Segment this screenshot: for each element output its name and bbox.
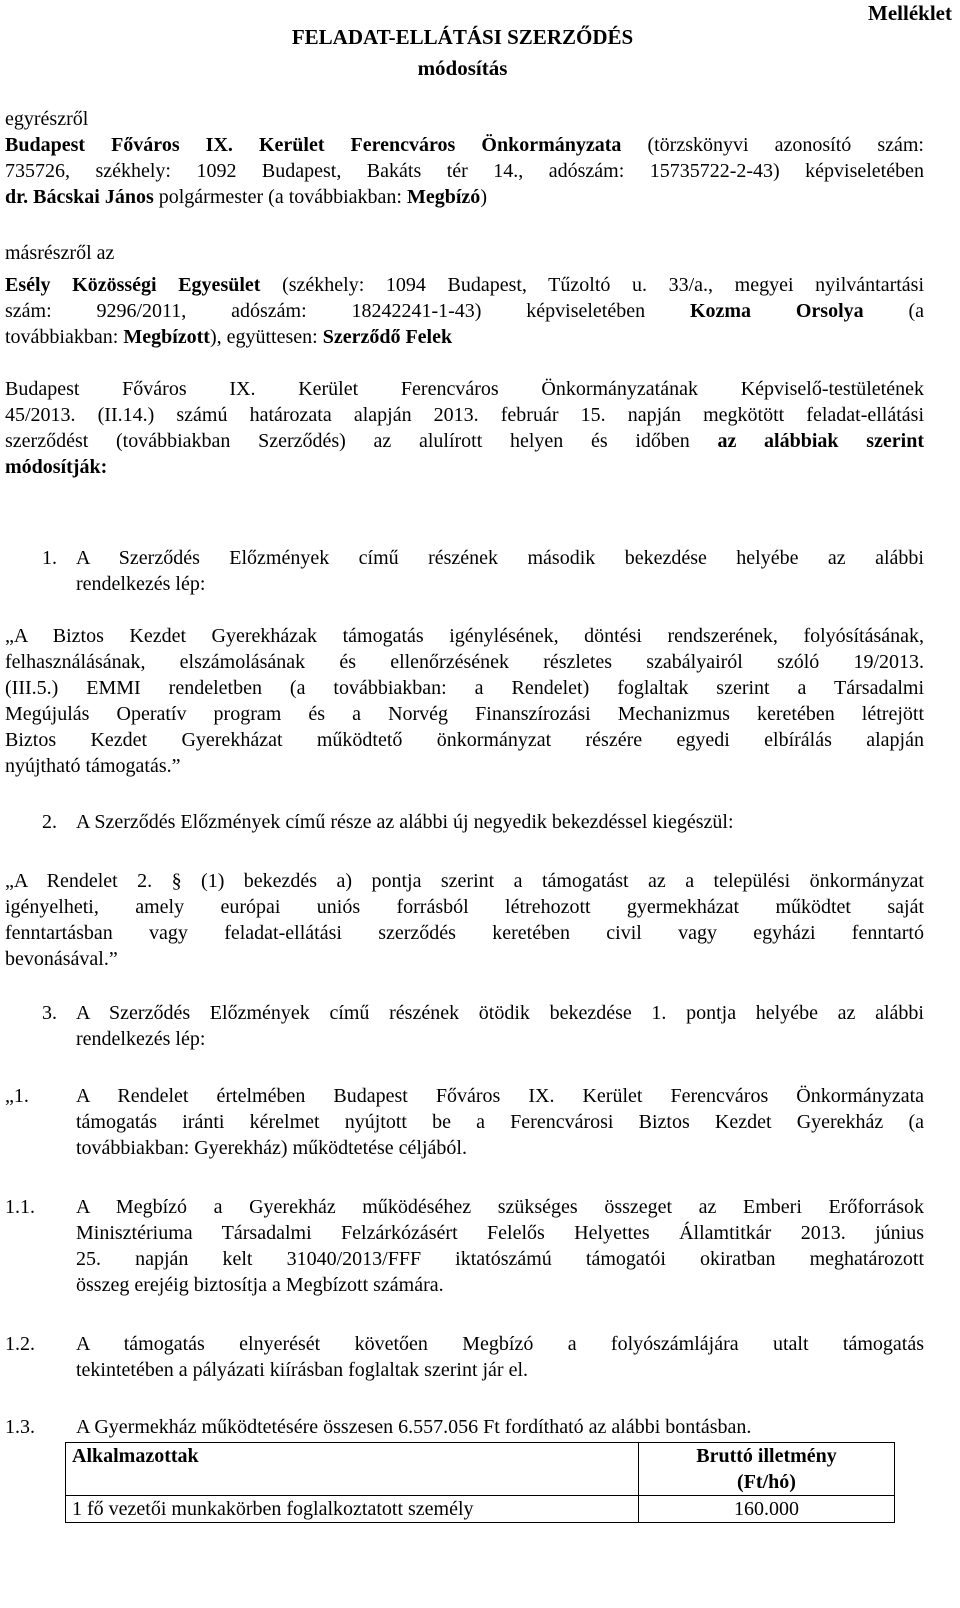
table-header-employees: Alkalmazottak bbox=[66, 1443, 639, 1496]
table-header-salary-line1: Bruttó illetmény bbox=[696, 1445, 837, 1467]
table-row bbox=[66, 1496, 895, 1523]
party2-representative: Kozma Orsolya bbox=[689, 300, 864, 322]
party2-line3-a: továbbiakban: bbox=[5, 326, 124, 348]
party2-line3 bbox=[5, 324, 452, 350]
section1-line2: rendelkezés lép: bbox=[76, 573, 206, 595]
party1-alias: Megbízó bbox=[407, 186, 481, 208]
party2-line2 bbox=[5, 298, 924, 324]
preamble-line4: módosítják: bbox=[5, 456, 108, 478]
table-header-salary-line2: (Ft/hó) bbox=[737, 1471, 796, 1493]
party1-line3 bbox=[5, 184, 487, 210]
item1-2-line2: tekintetében a pályázati kiírásban foglaltak szerint jár el. bbox=[76, 1359, 529, 1381]
document-title: FELADAT-ELLÁTÁSI SZERZŐDÉS bbox=[291, 25, 634, 49]
table-header-gross-salary bbox=[639, 1443, 895, 1496]
table-header-row bbox=[66, 1443, 895, 1496]
party2-line2-a: szám: 9296/2011, adószám: 18242241-1-43) képviseletében bbox=[5, 300, 690, 322]
section1-quote-line2: felhasználásának, elszámolásának és ellenőrzésének részletes szabályairól szóló 19/2013. bbox=[5, 651, 924, 673]
item1-3-number: 1.3. bbox=[5, 1416, 35, 1438]
document-subtitle: módosítás bbox=[417, 56, 508, 80]
item1-line3: továbbiakban: Gyerekház) működtetése céljából. bbox=[76, 1137, 467, 1159]
party1-representative: dr. Bácskai János bbox=[5, 186, 154, 208]
section2-quote-line4: bevonásával.” bbox=[5, 948, 118, 970]
table-cell-label: 1 fő vezetői munkakörben foglalkoztatott személy bbox=[66, 1496, 639, 1523]
item1-1-line4: összeg erejéig biztosítja a Megbízott számára. bbox=[76, 1274, 444, 1296]
party1-line1 bbox=[5, 132, 924, 158]
section3-line2: rendelkezés lép: bbox=[76, 1028, 206, 1050]
annex-label: Melléklet bbox=[868, 1, 952, 25]
party2-name: Esély Közösségi Egyesület bbox=[5, 274, 261, 296]
party1-line3-mid: polgármester (a továbbiakban: bbox=[153, 186, 407, 208]
section2-quote-line1: „A Rendelet 2. § (1) bekezdés a) pontja szerint a támogatást az a települési önkormányzat bbox=[5, 870, 924, 892]
section2-quote-line2: igényelheti, amely európai uniós forrásból létrehozott gyermekházat működtet saját bbox=[5, 896, 924, 918]
party2-intro: másrészről az bbox=[5, 242, 115, 264]
party2-line1 bbox=[5, 272, 924, 298]
preamble-line1: Budapest Főváros IX. Kerület Ferencváros Önkormányzatának Képviselő-testületének bbox=[5, 378, 924, 400]
preamble-line3 bbox=[5, 428, 924, 454]
section1-quote-line3: (III.5.) EMMI rendeletben (a továbbiakban: a Rendelet) foglaltak szerint a Társadalmi bbox=[5, 677, 924, 699]
party1-line1-rest: (törzskönyvi azonosító szám: bbox=[621, 134, 924, 156]
section1-number: 1. bbox=[42, 547, 57, 569]
section2-number: 2. bbox=[42, 811, 57, 833]
preamble-emphasis: az alábbiak szerint bbox=[717, 430, 924, 452]
section1-line1: A Szerződés Előzmények című részének második bekezdése helyébe az alábbi bbox=[76, 547, 924, 569]
staff-table bbox=[65, 1442, 895, 1523]
party1-line3-end: ) bbox=[480, 186, 487, 208]
item1-line2: támogatás iránti kérelmet nyújtott be a Ferencvárosi Biztos Kezdet Gyerekház (a bbox=[76, 1111, 924, 1133]
item1-1-number: 1.1. bbox=[5, 1196, 35, 1218]
section3-line1: A Szerződés Előzmények című részének ötödik bekezdése 1. pontja helyébe az alábbi bbox=[76, 1002, 924, 1024]
party2-line2-b: (a bbox=[863, 300, 925, 322]
party1-intro: egyrészről bbox=[5, 108, 89, 130]
item1-2-number: 1.2. bbox=[5, 1333, 35, 1355]
party1-line2: 735726, székhely: 1092 Budapest, Bakáts tér 14., adószám: 15735722-2-43) képviseletében bbox=[5, 160, 924, 182]
table-cell-value: 160.000 bbox=[639, 1496, 895, 1523]
section2-quote-line3: fenntartásban vagy feladat-ellátási szerződés keretében civil vagy egyházi fenntartó bbox=[5, 922, 924, 944]
section2-line1: A Szerződés Előzmények című része az alábbi új negyedik bekezdéssel kiegészül: bbox=[76, 811, 734, 833]
item1-1-line2: Minisztériuma Társadalmi Felzárkózásért Felelős Helyettes Államtitkár 2013. június bbox=[76, 1222, 924, 1244]
party2-line3-b: ), együttesen: bbox=[209, 326, 323, 348]
item1-line1: A Rendelet értelmében Budapest Főváros IX. Kerület Ferencváros Önkormányzata bbox=[76, 1085, 924, 1107]
item1-2-line1: A támogatás elnyerését követően Megbízó a folyószámlájára utalt támogatás bbox=[76, 1333, 924, 1355]
contracting-parties: Szerződő Felek bbox=[322, 326, 453, 348]
item1-1-line1: A Megbízó a Gyerekház működéséhez szükséges összeget az Emberi Erőforrások bbox=[76, 1196, 924, 1218]
party2-alias: Megbízott bbox=[123, 326, 210, 348]
section1-quote-line6: nyújtható támogatás.” bbox=[5, 755, 181, 777]
section1-quote-line1: „A Biztos Kezdet Gyerekházak támogatás igénylésének, döntési rendszerének, folyósításának, bbox=[5, 625, 924, 647]
preamble-line2: 45/2013. (II.14.) számú határozata alapján 2013. február 15. napján megkötött feladat-ellátási bbox=[5, 404, 924, 426]
party1-name: Budapest Főváros IX. Kerület Ferencváros Önkormányzata bbox=[5, 134, 622, 156]
section1-quote-line5: Biztos Kezdet Gyerekházat működtető önkormányzat részére egyedi elbírálás alapján bbox=[5, 729, 924, 751]
item1-number: „1. bbox=[5, 1085, 29, 1107]
section1-quote-line4: Megújulás Operatív program és a Norvég Finanszírozási Mechanizmus keretében létrejött bbox=[5, 703, 924, 725]
preamble-line3-a: szerződést (továbbiakban Szerződés) az alulírott helyen és időben bbox=[5, 430, 718, 452]
party2-line1-rest: (székhely: 1094 Budapest, Tűzoltó u. 33/a., megyei nyilvántartási bbox=[260, 274, 925, 296]
section3-number: 3. bbox=[42, 1002, 57, 1024]
item1-3-line1: A Gyermekház működtetésére összesen 6.557.056 Ft fordítható az alábbi bontásban. bbox=[76, 1416, 752, 1438]
item1-1-line3: 25. napján kelt 31040/2013/FFF iktatószámú támogatói okiratban meghatározott bbox=[76, 1248, 924, 1270]
